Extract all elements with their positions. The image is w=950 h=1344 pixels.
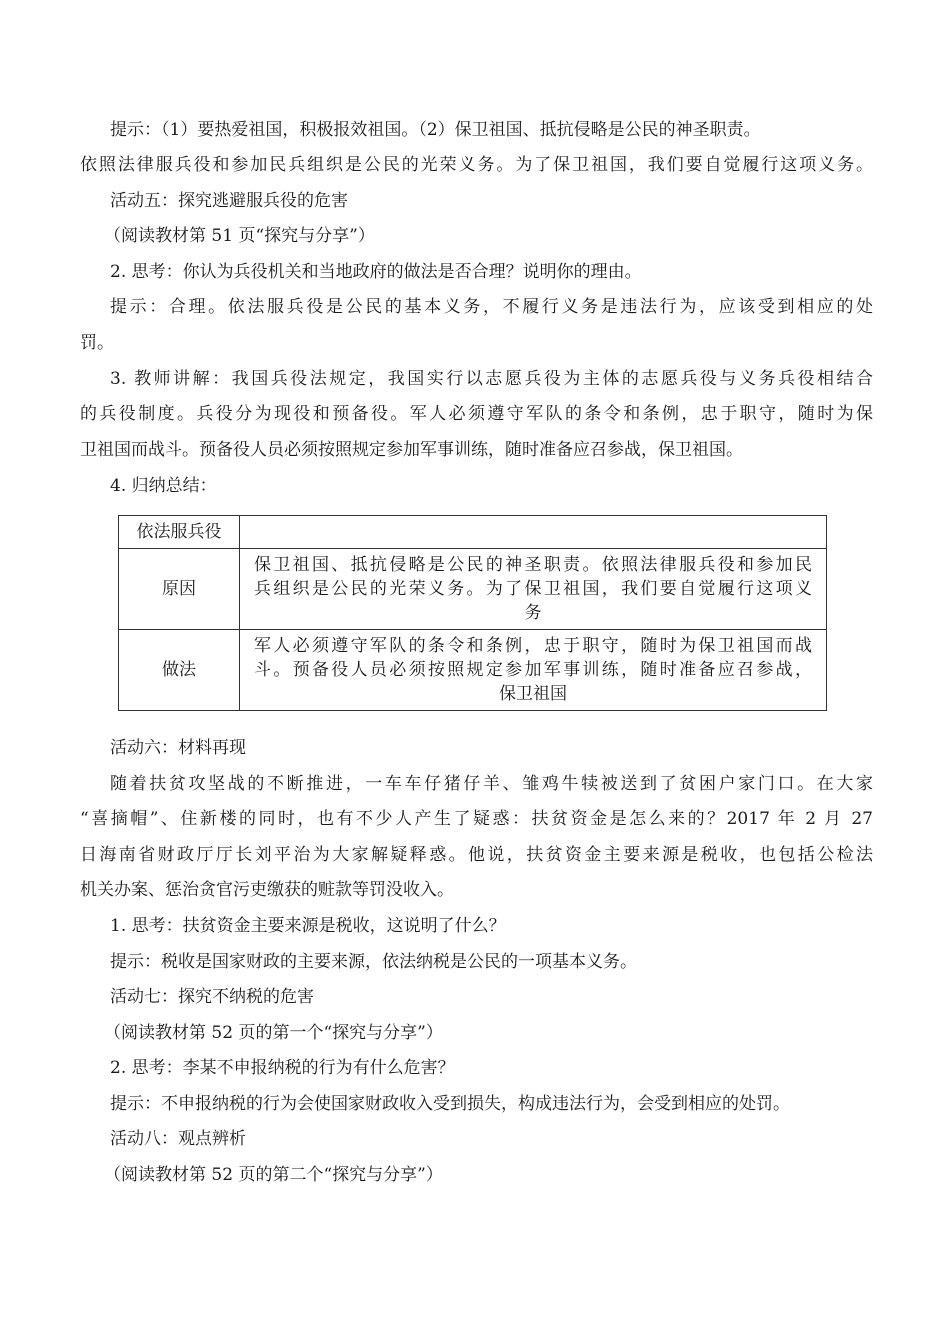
text-line: 提示：税收是国家财政的主要来源，依法纳税是公民的一项基本义务。 [110,952,637,972]
table-header-cell: 依法服兵役 [119,516,240,549]
text-line: 提示：（1）要热爱祖国，积极报效祖国。（2）保卫祖国、抵抗侵略是公民的神圣职责。 [110,120,761,140]
activity-heading: 活动六：材料再现 [110,738,246,758]
text-line: （阅读教材第 51 页“探究与分享”） [104,226,375,246]
summary-table [118,515,827,711]
text-line: 日海南省财政厅厅长刘平治为大家解疑释惑。他说，扶贫资金主要来源是税收，也包括公检法 [80,845,873,865]
text-line: 1. 思考：扶贫资金主要来源是税收，这说明了什么？ [110,916,506,936]
activity-heading: 活动五：探究逃避服兵役的危害 [110,191,348,211]
text-line: 随着扶贫攻坚战的不断推进，一车车仔猪仔羊、雏鸡牛犊被送到了贫困户家门口。在大家 [110,774,873,794]
text-line: 2. 思考：李某不申报纳税的行为有什么危害？ [110,1058,455,1078]
text-line: “喜摘帽”、住新楼的同时，也有不少人产生了疑惑：扶贫资金是怎么来的？2017 年 2 月 27 [80,809,873,829]
text-line: 2. 思考：你认为兵役机关和当地政府的做法是否合理？说明你的理由。 [110,262,642,282]
cell-line: 保卫祖国 [499,684,567,704]
text-line: 4. 归纳总结： [110,476,217,496]
table-row [119,516,827,549]
table-content-cell [240,549,827,630]
activity-heading: 活动八：观点辨析 [110,1129,246,1149]
text-line: 3. 教师讲解：我国兵役法规定，我国实行以志愿兵役为主体的志愿兵役与义务兵役相结合 [110,369,873,389]
table-row [119,630,827,711]
activity-heading: 活动七：探究不纳税的危害 [110,987,314,1007]
text-line: （阅读教材第 52 页的第一个“探究与分享”） [104,1023,443,1043]
table-label-cell: 原因 [119,549,240,630]
text-line: 提示：不申报纳税的行为会使国家财政收入受到损失，构成违法行为，会受到相应的处罚。 [110,1094,790,1114]
text-line: 卫祖国而战斗。预备役人员必须按照规定参加军事训练，随时准备应召参战，保卫祖国。 [80,440,743,460]
table-row [119,549,827,630]
text-line: （阅读教材第 52 页的第二个“探究与分享”） [104,1165,443,1185]
cell-line: 保卫祖国、抵抗侵略是公民的神圣职责。依照法律服兵役和参加民 [254,555,812,575]
text-line: 的兵役制度。兵役分为现役和预备役。军人必须遵守军队的条令和条例，忠于职守，随时为保 [80,404,873,424]
cell-line: 军人必须遵守军队的条令和条例，忠于职守，随时为保卫祖国而战 [254,636,812,656]
table-content-cell [240,630,827,711]
text-line: 罚。 [80,333,114,353]
cell-line: 务 [524,603,542,623]
cell-line: 斗。预备役人员必须按照规定参加军事训练，随时准备应召参战， [254,660,812,680]
table-empty-cell [240,516,827,549]
text-line: 依照法律服兵役和参加民兵组织是公民的光荣义务。为了保卫祖国，我们要自觉履行这项义务。 [80,155,873,175]
cell-line: 兵组织是公民的光荣义务。为了保卫祖国，我们要自觉履行这项义 [254,579,812,599]
table-label-cell: 做法 [119,630,240,711]
text-line: 机关办案、惩治贪官污吏缴获的赃款等罚没收入。 [80,880,454,900]
text-line: 提示：合理。依法服兵役是公民的基本义务，不履行义务是违法行为，应该受到相应的处 [110,297,873,317]
